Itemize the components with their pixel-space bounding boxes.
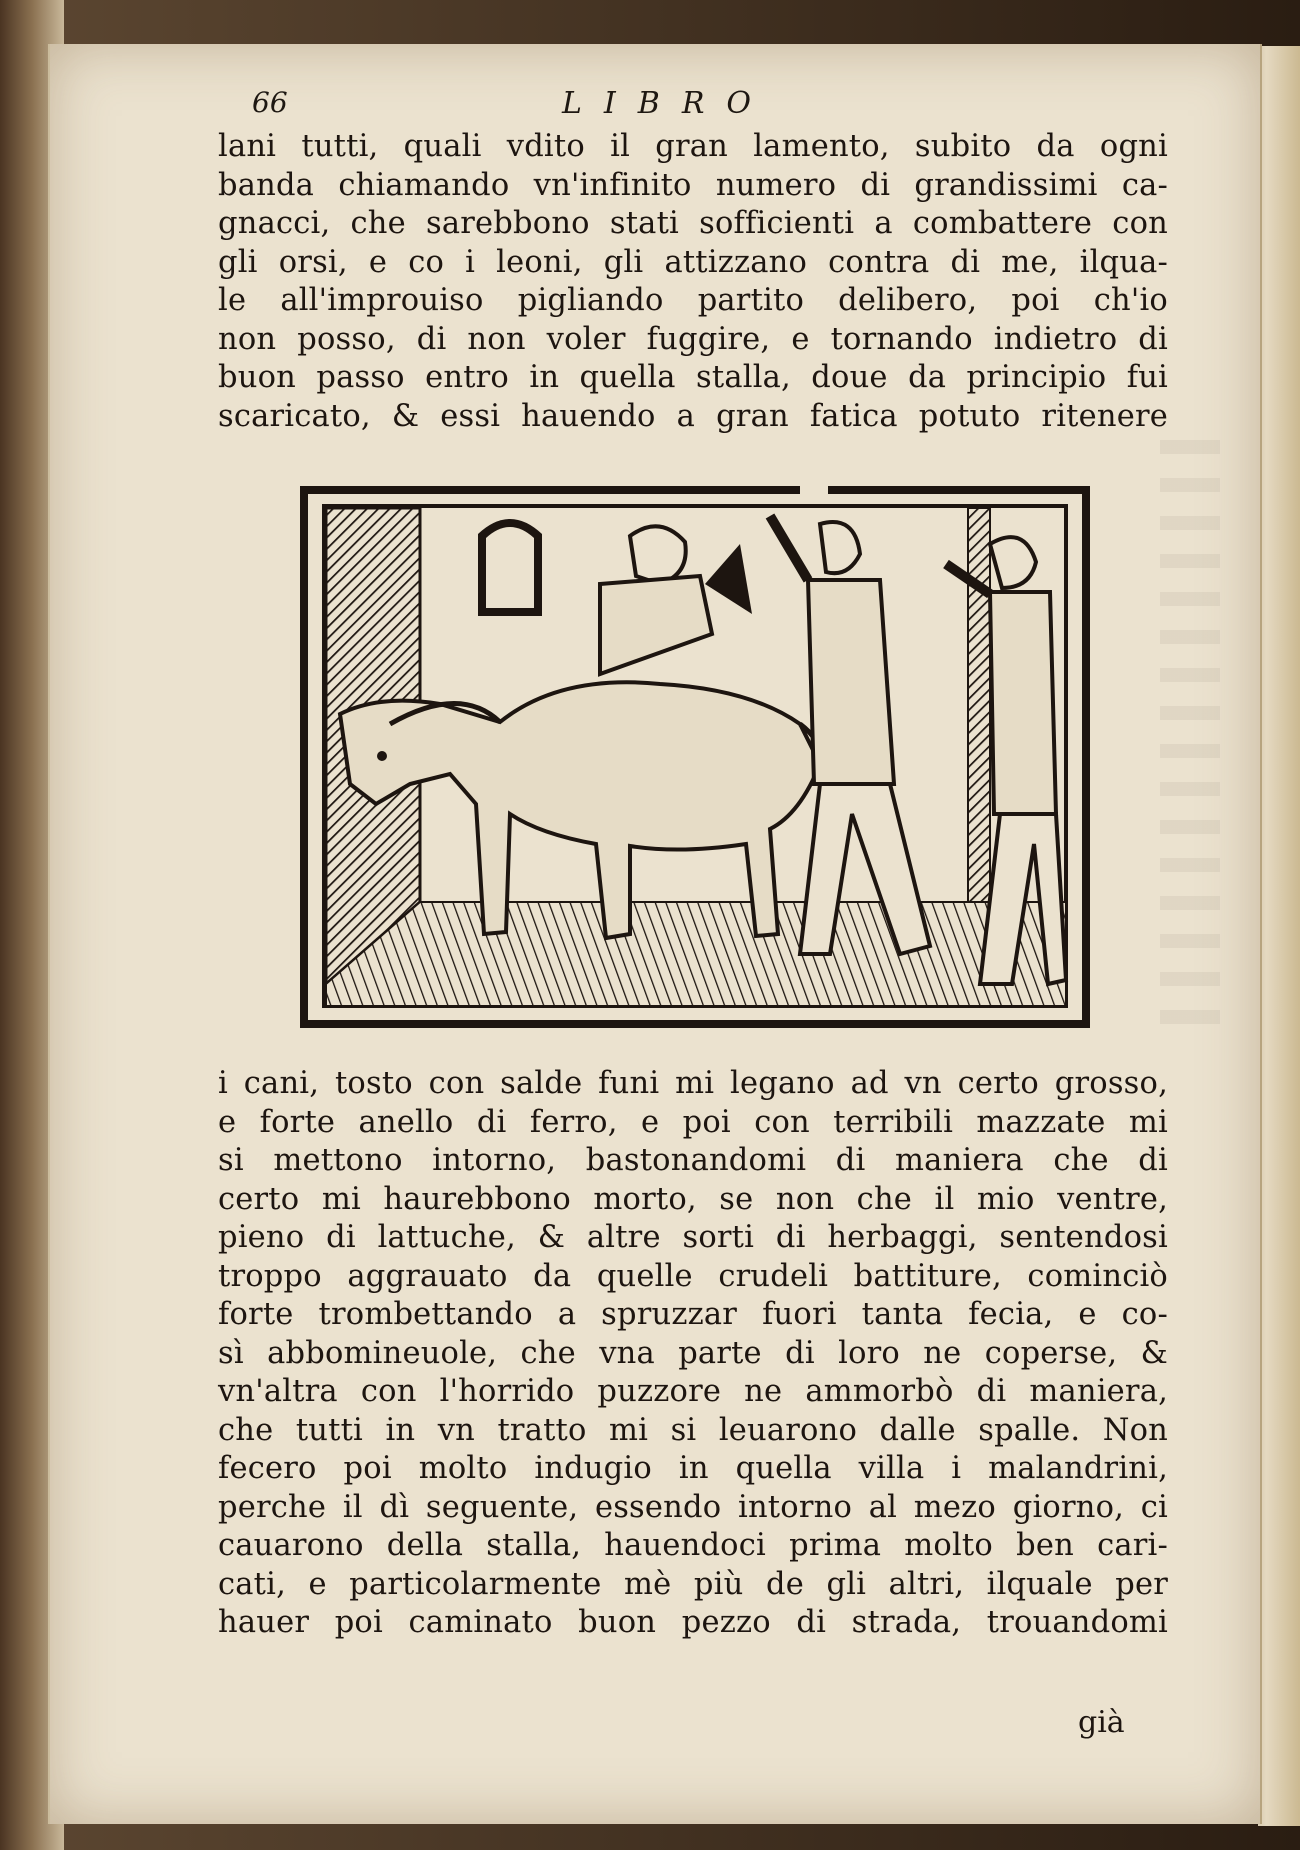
text-line: vn'altra con l'horrido puzzore ne ammorbò di maniera, bbox=[218, 1374, 1168, 1409]
text-line: forte trombettando a spruzzar fuori tanta fecia, e co- bbox=[218, 1297, 1168, 1332]
stable-window bbox=[478, 519, 542, 616]
text-line: i cani, tosto con salde funi mi legano ad vn certo grosso, bbox=[218, 1066, 1168, 1101]
text-line: gli orsi, e co i leoni, gli attizzano contra di me, ilqua- bbox=[218, 244, 1168, 280]
text-line: gnacci, che sarebbono stati sofficienti a combattere con bbox=[218, 206, 1168, 241]
text-block-top bbox=[218, 128, 1168, 436]
text-line: perche il dì seguente, essendo intorno al mezo giorno, ci bbox=[218, 1489, 1168, 1525]
text-line: scaricato, & essi hauendo a gran fatica potuto ritenere bbox=[218, 398, 1168, 434]
show-through-text bbox=[1160, 440, 1220, 1040]
text-block-bottom bbox=[218, 1065, 1168, 1643]
page-stack-edge bbox=[1258, 46, 1300, 1826]
text-line: certo mi haurebbono morto, se non che il mio ventre, bbox=[218, 1181, 1168, 1217]
page-header bbox=[252, 86, 852, 124]
text-line: troppo aggrauato da quelle crudeli battiture, cominciò bbox=[218, 1258, 1168, 1294]
catchword: già bbox=[1078, 1705, 1125, 1740]
text-line: hauer poi caminato buon pezzo di strada, trouandomi bbox=[218, 1605, 1168, 1640]
text-line: sì abbomineuole, che vna parte di loro ne coperse, & bbox=[218, 1335, 1168, 1371]
text-line: buon passo entro in quella stalla, doue da principio fui bbox=[218, 360, 1168, 395]
text-line: cauarono della stalla, hauendoci prima molto ben cari- bbox=[218, 1528, 1168, 1563]
text-line: fecero poi molto indugio in quella villa i malandrini, bbox=[218, 1451, 1168, 1486]
text-line: lani tutti, quali vdito il gran lamento, subito da ogni bbox=[218, 129, 1168, 164]
text-line: pieno di lattuche, & altre sorti di herbaggi, sentendosi bbox=[218, 1220, 1168, 1255]
text-line: che tutti in vn tratto mi si leuarono dalle spalle. Non bbox=[218, 1412, 1168, 1448]
running-head: LIBRO bbox=[562, 86, 774, 121]
woodcut-illustration bbox=[300, 484, 1090, 1029]
page-number: 66 bbox=[252, 86, 288, 119]
stable-floor bbox=[326, 902, 1066, 1006]
text-line: le all'improuiso pigliando partito delibero, poi ch'io bbox=[218, 283, 1168, 318]
text-line: si mettono intorno, bastonandomi di maniera che di bbox=[218, 1143, 1168, 1178]
text-line: non posso, di non voler fuggire, e tornando indietro di bbox=[218, 321, 1168, 357]
text-line: e forte anello di ferro, e poi con terribili mazzate mi bbox=[218, 1104, 1168, 1140]
text-line: cati, e particolarmente mè più de gli altri, ilquale per bbox=[218, 1566, 1168, 1602]
text-line: banda chiamando vn'infinito numero di grandissimi ca- bbox=[218, 167, 1168, 203]
